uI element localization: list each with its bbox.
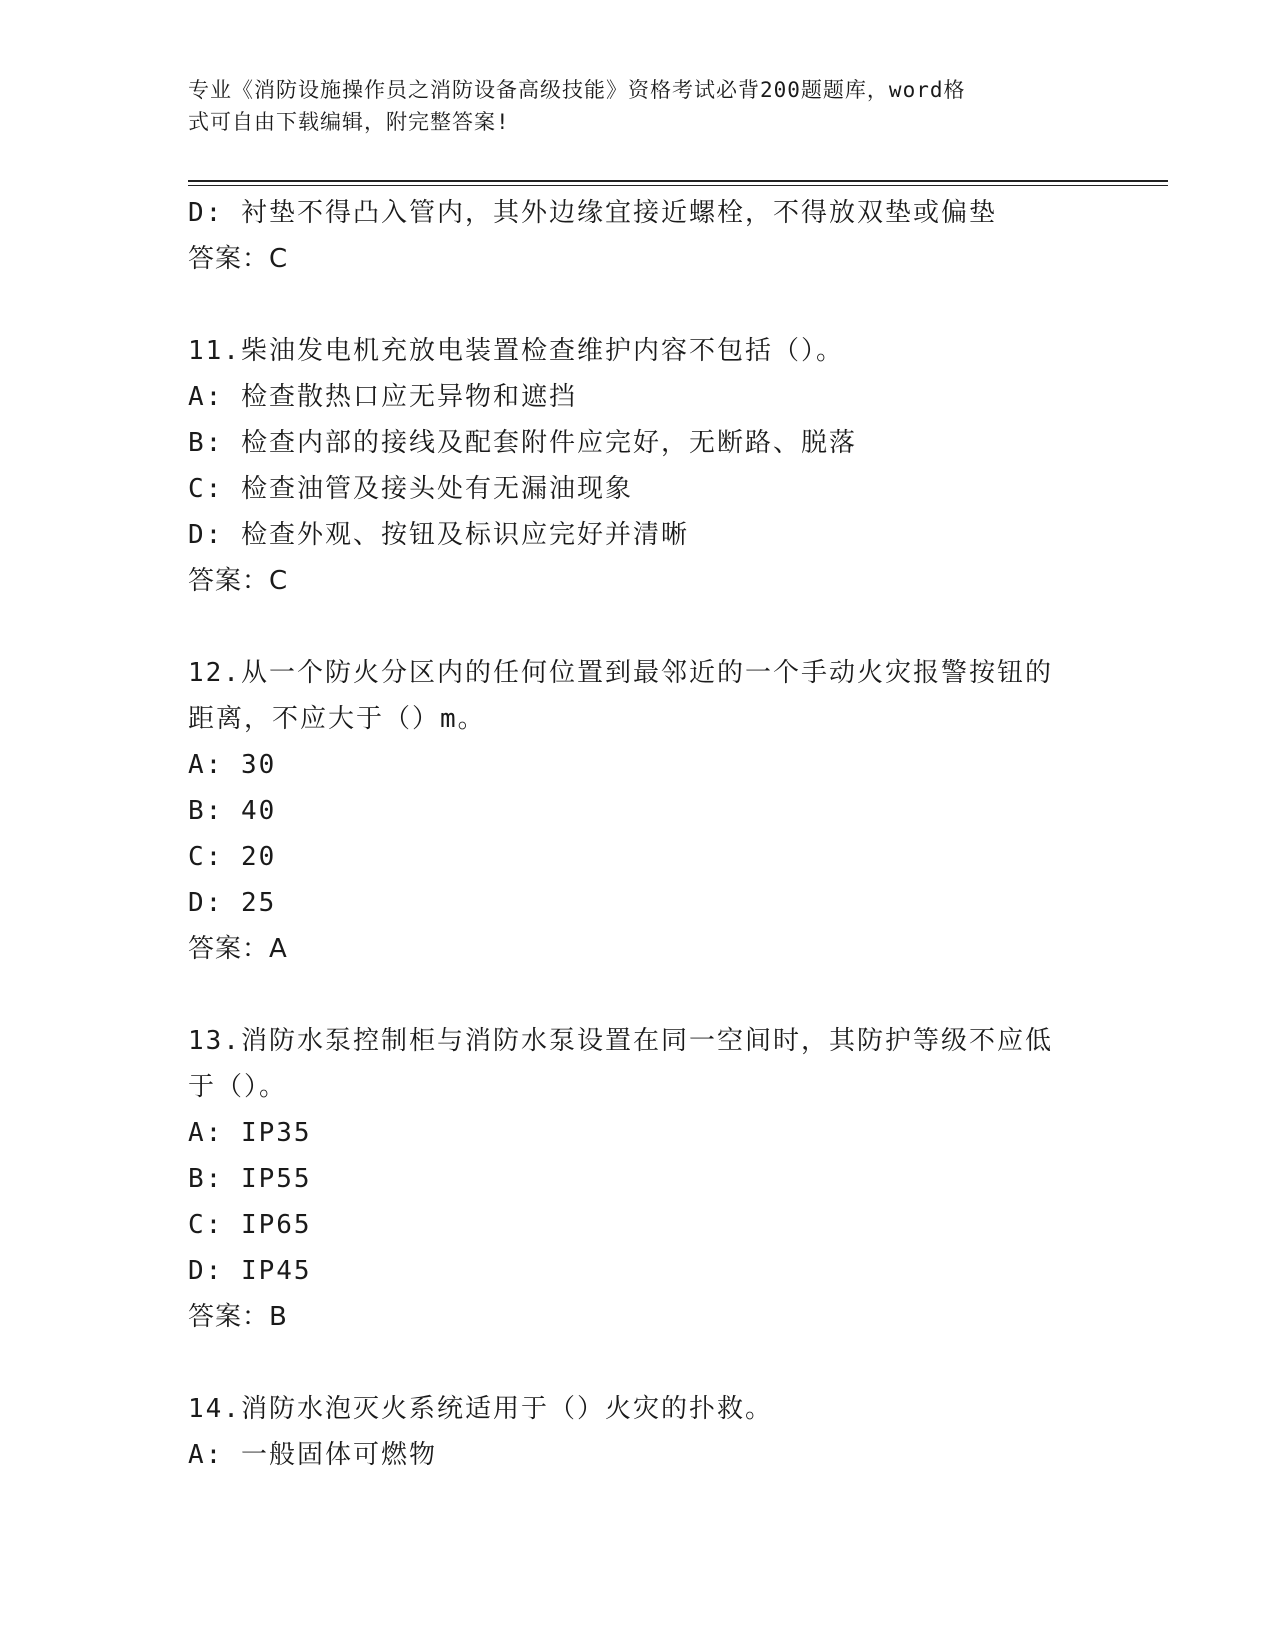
question-title-line-1: 13.消防水泵控制柜与消防水泵设置在同一空间时，其防护等级不应低 [188, 1026, 1053, 1056]
option-a: A: 一般固体可燃物 [188, 1440, 437, 1470]
header-line-2: 式可自由下载编辑，附完整答案! [188, 110, 510, 134]
question-title: 14.消防水泡灭火系统适用于（）火灾的扑救。 [188, 1394, 773, 1424]
question-block-12 [188, 650, 1088, 972]
answer-line: 答案：B [188, 1302, 288, 1332]
option-c: C: 检查油管及接头处有无漏油现象 [188, 474, 633, 504]
spacer [188, 972, 1088, 1018]
question-title-line-2: 距离，不应大于（）m。 [188, 704, 486, 734]
spacer [188, 1340, 1088, 1386]
option-b: B: 40 [188, 796, 277, 826]
question-title-line-2: 于（）。 [188, 1072, 288, 1102]
header-divider-thin [188, 185, 1168, 186]
document-header [188, 74, 1088, 138]
question-block-13 [188, 1018, 1088, 1340]
header-divider-thick [188, 180, 1168, 182]
spacer [188, 282, 1088, 328]
question-title: 11.柴油发电机充放电装置检查维护内容不包括（）。 [188, 336, 844, 366]
option-d: D: IP45 [188, 1256, 312, 1286]
spacer [188, 604, 1088, 650]
option-a: A: IP35 [188, 1118, 312, 1148]
option-d: D: 衬垫不得凸入管内，其外边缘宜接近螺栓，不得放双垫或偏垫 [188, 198, 997, 228]
answer-line: 答案：A [188, 934, 288, 964]
option-b: B: 检查内部的接线及配套附件应完好，无断路、脱落 [188, 428, 857, 458]
question-block-11 [188, 328, 1088, 604]
option-c: C: IP65 [188, 1210, 312, 1240]
answer-line: 答案：C [188, 244, 289, 274]
question-title-line-1: 12.从一个防火分区内的任何位置到最邻近的一个手动火灾报警按钮的 [188, 658, 1053, 688]
header-line-1: 专业《消防设施操作员之消防设备高级技能》资格考试必背200题题库，word格 [188, 78, 966, 102]
option-d: D: 检查外观、按钮及标识应完好并清晰 [188, 520, 689, 550]
option-a: A: 30 [188, 750, 277, 780]
question-block-14 [188, 1386, 1088, 1478]
option-c: C: 20 [188, 842, 277, 872]
option-d: D: 25 [188, 888, 277, 918]
answer-line: 答案：C [188, 566, 289, 596]
question-list [188, 190, 1088, 1478]
question-block-10 [188, 190, 1088, 282]
option-a: A: 检查散热口应无异物和遮挡 [188, 382, 577, 412]
option-b: B: IP55 [188, 1164, 312, 1194]
